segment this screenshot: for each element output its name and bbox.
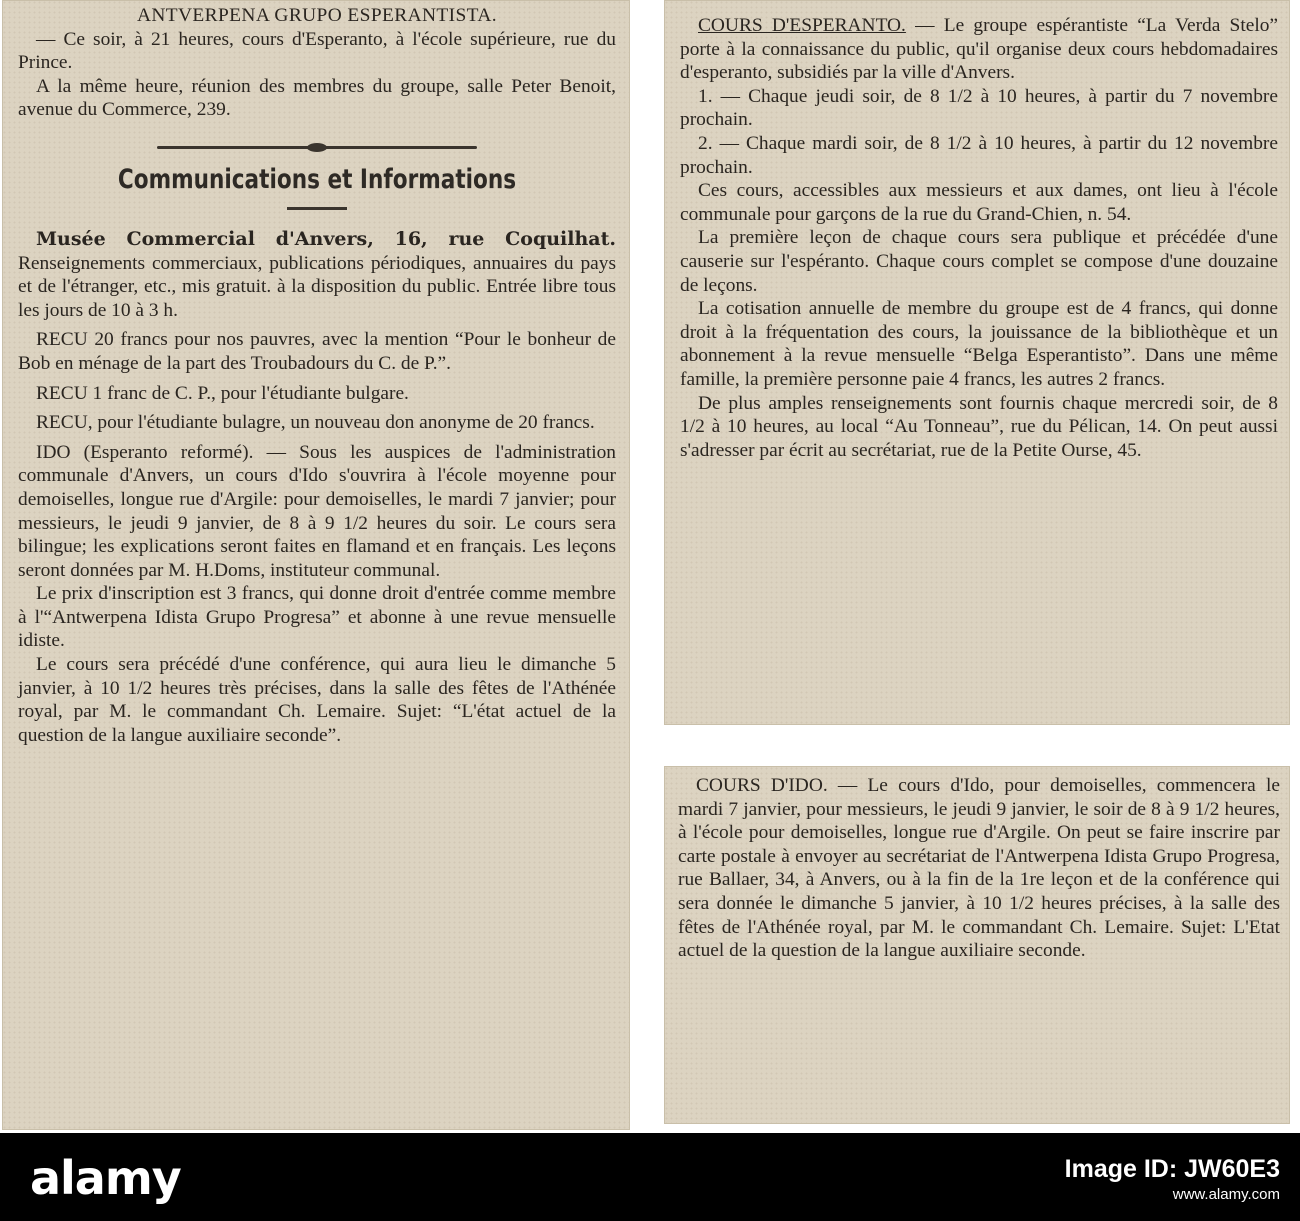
esperanto-fees: La cotisation annuelle de membre du groupe est de 4 francs, qui donne droit à la fréquentation des cours, la jouissance de la bibliothèque et un abonnement à la revue mensuelle “Belga Esperantisto”. Dans une même famille, la première personne paie 4 francs, les autres 2 francs. bbox=[680, 298, 1278, 390]
esperanto-course-1: 1. — Chaque jeudi soir, de 8 1/2 à 10 heures, à partir du 7 novembre prochain. bbox=[680, 85, 1278, 131]
recu-3: RECU, pour l'étudiante bulagre, un nouveau don anonyme de 20 francs. bbox=[36, 412, 595, 434]
grupo-text-2: A la même heure, réunion des membres du groupe, salle Peter Benoit, avenue du Commerce, 239. bbox=[18, 75, 616, 121]
ido-paragraph-3: Le cours sera précédé d'une conférence, qui aura lieu le dimanche 5 janvier, à 10 1/2 heures très précises, dans la salle des fêtes de l'Athénée royal, par M. le commandant Ch. Lemaire. Sujet: “L'état actuel de la question de la langue auxiliaire seconde”. bbox=[18, 654, 616, 746]
ido-notice bbox=[678, 774, 1280, 963]
museum-paragraph bbox=[18, 228, 616, 322]
ido-paragraph-1: IDO (Esperanto reformé). — Sous les auspices de l'administration communale d'Anvers, un cours d'Ido s'ouvrira à l'école moyenne pour demoiselles, longue rue d'Argile: pour demoiselles, le mardi 7 janvier; pour messieurs, le jeudi 9 janvier, de 8 à 9 1/2 heures du soir. Le cours sera bilingue; les explications seront faites en flamand et en français. Les leçons seront données par M. H.Doms, instituteur communal. bbox=[18, 441, 616, 581]
recu-1: RECU 20 francs pour nos pauvres, avec la mention “Pour le bonheur de Bob en ménage de la part des Troubadours du C. de P.”. bbox=[18, 329, 616, 374]
esperanto-location: Ces cours, accessibles aux messieurs et aux dames, ont lieu à l'école communale pour garçons de la rue du Grand-Chien, n. 54. bbox=[680, 180, 1278, 225]
museum-title: Musée Commercial d'Anvers, 16, rue Coquilhat. bbox=[36, 227, 616, 250]
section-title: Communications et Informations bbox=[117, 163, 517, 195]
right-bottom-clipping bbox=[664, 766, 1290, 1124]
ido-notice-text: — Le cours d'Ido, pour demoiselles, commencera le mardi 7 janvier, pour messieurs, le jeudi 9 janvier, le soir de 8 à 9 1/2 heures, à l'école pour demoiselles, longue rue d'Argile. On peut se faire inscrire par carte postale à envoyer au secrétariat de l'Antwerpena Idista Grupo Progresa, rue Ballaer, 34, à Anvers, ou à la fin de la 1re leçon et de la conférence qui sera donnée le dimanche 5 janvier, à 10 1/2 heures précises, à la salle des fêtes de l'Athénée royal, par M. le commandant Ch. Lemaire. Sujet: L'Etat actuel de la question de la langue auxiliaire seconde. bbox=[678, 775, 1280, 962]
esperanto-lead: COURS D'ESPERANTO. bbox=[698, 15, 906, 36]
museum-text: Renseignements commerciaux, publications périodiques, annuaires du pays et de l'étranger, etc., mis gratuit. à la disposition du public. Entrée libre tous les jours de 10 à 3 h. bbox=[18, 252, 616, 321]
recu-2: RECU 1 franc de C. P., pour l'étudiante bulgare. bbox=[36, 382, 409, 404]
left-clipping bbox=[2, 0, 630, 1130]
alamy-logo: alamy bbox=[30, 1151, 181, 1205]
esperanto-intro bbox=[680, 14, 1278, 85]
grupo-heading: ANTVERPENA GRUPO ESPERANTISTA. bbox=[136, 5, 498, 26]
right-top-clipping bbox=[664, 0, 1290, 725]
alamy-url: www.alamy.com bbox=[1172, 1186, 1280, 1203]
image-id: Image ID: JW60E3 bbox=[1064, 1155, 1280, 1183]
esperanto-info: De plus amples renseignements sont fournis chaque mercredi soir, de 8 1/2 à 10 heures, au local “Au Tonneau”, rue du Pélican, 14. On peut aussi s'adresser par écrit au secrétariat, rue de la Petite Ourse, 45. bbox=[680, 392, 1278, 461]
short-divider bbox=[287, 207, 347, 210]
esperanto-first-lesson: La première leçon de chaque cours sera publique et précédée d'une causerie sur l'espéranto. Chaque cours complet se compose d'une douzaine de leçons. bbox=[680, 227, 1278, 296]
ido-paragraph-2: Le prix d'inscription est 3 francs, qui donne droit d'entrée comme membre à l'“Antwerpena Idista Grupo Progresa” et abonne à une revue mensuelle idiste. bbox=[18, 583, 616, 652]
stock-photo-strip bbox=[0, 1133, 1300, 1221]
ido-lead: COURS D'IDO. bbox=[696, 775, 828, 796]
image-reference bbox=[980, 1153, 1280, 1205]
esperanto-intro-text: — Le groupe espérantiste “La Verda Stelo” porte à la connaissance du public, qu'il organise deux cours hebdomadaires d'esperanto, subsidiés par la ville d'Anvers. bbox=[680, 15, 1279, 84]
esperanto-course-2: 2. — Chaque mardi soir, de 8 1/2 à 10 heures, à partir du 12 novembre prochain. bbox=[680, 132, 1278, 178]
ornament-divider bbox=[157, 146, 477, 149]
grupo-text-1: — Ce soir, à 21 heures, cours d'Esperanto, à l'école supérieure, rue du Prince. bbox=[18, 28, 616, 74]
